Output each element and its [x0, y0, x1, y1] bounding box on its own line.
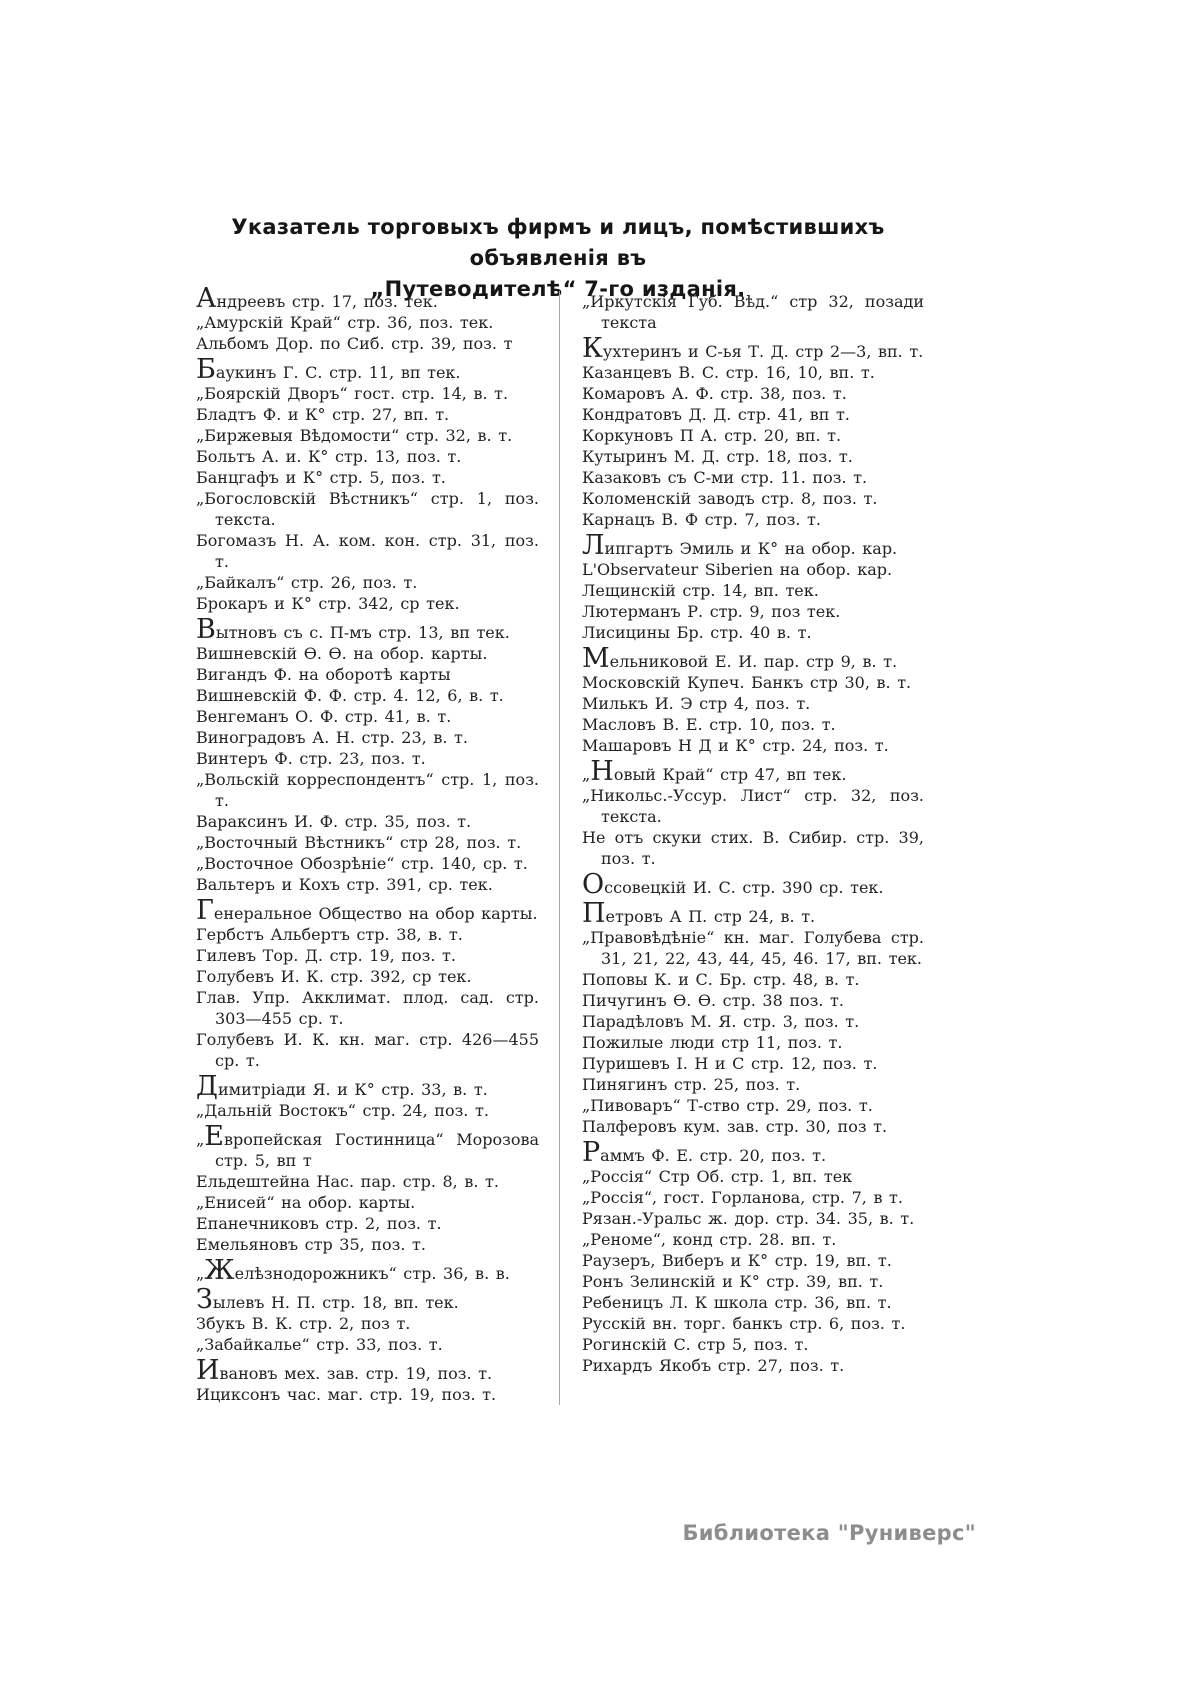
- group-initial-letter: М: [582, 643, 610, 674]
- index-entry: Баукинъ Г. С. стр. 11, вп тек.: [196, 354, 461, 385]
- index-entry: Пичугинъ Ѳ. Ѳ. стр. 38 поз. т.: [582, 991, 844, 1010]
- index-entry: „Реноме“, конд стр. 28. вп. т.: [582, 1230, 837, 1249]
- index-entry: Раммъ Ф. Е. стр. 20, поз. т.: [582, 1137, 827, 1168]
- group-initial-letter: П: [582, 898, 606, 929]
- index-entry: Пуришевъ І. Н и С стр. 12, поз. т.: [582, 1054, 878, 1073]
- index-entry: „Байкалъ“ стр. 26, поз. т.: [196, 573, 418, 592]
- index-entry: Емельяновъ стр 35, поз. т.: [196, 1235, 426, 1254]
- index-entry: „Пивоваръ“ Т-ство стр. 29, поз. т.: [582, 1096, 873, 1115]
- index-entry: „Амурскій Край“ стр. 36, поз. тек.: [196, 313, 494, 332]
- index-entry: Вишневскій Ф. Ф. стр. 4. 12, 6, в. т.: [196, 686, 504, 705]
- index-entry: Комаровъ А. Ф. стр. 38, поз. т.: [582, 384, 847, 403]
- index-entry: Казаковъ съ С-ми стр. 11. поз. т.: [582, 468, 868, 487]
- group-initial-letter: Н: [590, 756, 614, 787]
- index-entry: Голубевъ И. К. стр. 392, ср тек.: [196, 967, 472, 986]
- index-entry: „Никольс.-Уссур. Лист“ стр. 32, поз. текста.: [582, 786, 924, 826]
- index-entry: Казанцевъ В. С. стр. 16, 10, вп. т.: [582, 363, 875, 382]
- index-entry: Липгартъ Эмиль и К° на обор. кар.: [582, 530, 898, 561]
- index-entry: „Забайкалье“ стр. 33, поз. т.: [196, 1335, 443, 1354]
- index-entry: Ребеницъ Л. К школа стр. 36, вп. т.: [582, 1293, 892, 1312]
- index-entry: Рогинскій С. стр 5, поз. т.: [582, 1335, 809, 1354]
- index-entry: Рихардъ Якобъ стр. 27, поз. т.: [582, 1356, 845, 1375]
- index-entry: Венгеманъ О. Ф. стр. 41, в. т.: [196, 707, 452, 726]
- index-entry: „Россія“ Стр Об. стр. 1, вп. тек: [582, 1167, 853, 1186]
- index-entry: Збукъ В. К. стр. 2, поз т.: [196, 1314, 411, 1333]
- index-entry: L'Observateur Siberien на обор. кар.: [582, 560, 893, 579]
- index-entry: Карнацъ В. Ф стр. 7, поз. т.: [582, 510, 821, 529]
- index-entry: Петровъ А П. стр 24, в. т.: [582, 898, 816, 929]
- index-entry: Зылевъ Н. П. стр. 18, вп. тек.: [196, 1284, 459, 1315]
- group-initial-letter: Г: [196, 895, 214, 926]
- index-entry: Альбомъ Дор. по Сиб. стр. 39, поз. т: [196, 334, 513, 353]
- index-entry: „Богословскій Вѣстникъ“ стр. 1, поз. текста.: [196, 489, 539, 529]
- group-initial-letter: Р: [582, 1137, 601, 1168]
- index-entry: Ельдештейна Нас. пар. стр. 8, в. т.: [196, 1172, 499, 1191]
- index-entry: Андреевъ стр. 17, поз. тек.: [196, 283, 438, 314]
- group-initial-letter: Е: [204, 1121, 225, 1152]
- index-entry: Больтъ А. и. К° стр. 13, поз. т.: [196, 447, 462, 466]
- page-title-line2: „Путеводителѣ“ 7-го изданія.: [370, 277, 746, 301]
- index-entry: Богомазъ Н. А. ком. кон. стр. 31, поз. т.: [196, 531, 539, 571]
- group-initial-letter: Ж: [204, 1255, 235, 1286]
- index-entry: Лисицины Бр. стр. 40 в. т.: [582, 623, 812, 642]
- index-entry: Винтеръ Ф. стр. 23, поз. т.: [196, 749, 426, 768]
- index-entry: Ивановъ мех. зав. стр. 19, поз. т.: [196, 1355, 493, 1386]
- index-entry: Рязан.-Уральс ж. дор. стр. 34. 35, в. т.: [582, 1209, 915, 1228]
- index-entry: Парадѣловъ М. Я. стр. 3, поз. т.: [582, 1012, 860, 1031]
- index-entry: Кухтеринъ и С-ья Т. Д. стр 2—3, вп. т.: [582, 333, 924, 364]
- group-initial-letter: Л: [582, 530, 605, 561]
- group-initial-letter: В: [196, 614, 216, 645]
- index-entry: Коркуновъ П А. стр. 20, вп. т.: [582, 426, 842, 445]
- index-entry: Вишневскій Ѳ. Ѳ. на обор. карты.: [196, 644, 488, 663]
- index-entry: Кондратовъ Д. Д. стр. 41, вп т.: [582, 405, 850, 424]
- index-entry: Пожилые люди стр 11, поз. т.: [582, 1033, 843, 1052]
- group-initial-letter: К: [582, 333, 603, 364]
- index-entry: Гилевъ Тор. Д. стр. 19, поз. т.: [196, 946, 456, 965]
- index-entry: Виноградовъ А. Н. стр. 23, в. т.: [196, 728, 468, 747]
- group-initial-letter: Б: [196, 354, 216, 385]
- index-entry: Глав. Упр. Акклимат. плод. сад. стр. 303—455 ср. т.: [196, 988, 539, 1028]
- index-entry: Поповы К. и С. Бр. стр. 48, в. т.: [582, 970, 860, 989]
- index-entry: „Желѣзнодорожникъ“ стр. 36, в. в.: [196, 1255, 510, 1286]
- index-entry: „Дальній Востокъ“ стр. 24, поз. т.: [196, 1101, 489, 1120]
- index-entry: „Правовѣдѣніе“ кн. маг. Голубева стр. 31, 21, 22, 43, 44, 45, 46. 17, вп. тек.: [582, 928, 924, 968]
- index-entry: „Новый Край“ стр 47, вп тек.: [582, 756, 847, 787]
- index-entry: Бладтъ Ф. и К° стр. 27, вп. т.: [196, 405, 450, 424]
- index-entry: „Европейская Гостинница“ Морозова стр. 5, вп т: [196, 1121, 539, 1170]
- index-entry: „Енисей“ на обор. карты.: [196, 1193, 416, 1212]
- index-entry: Не отъ скуки стих. В. Сибир. стр. 39, поз. т.: [582, 828, 924, 868]
- index-entry: Пинягинъ стр. 25, поз. т.: [582, 1075, 801, 1094]
- index-entry: „Иркутскія Губ. Вѣд.“ стр 32, позади текста: [582, 292, 924, 332]
- index-entry: Голубевъ И. К. кн. маг. стр. 426—455 ср. т.: [196, 1030, 539, 1070]
- index-entry: Палферовъ кум. зав. стр. 30, поз т.: [582, 1117, 888, 1136]
- index-entry: Лещинскій стр. 14, вп. тек.: [582, 581, 819, 600]
- index-entry: Вытновъ съ с. П-мъ стр. 13, вп тек.: [196, 614, 510, 645]
- group-initial-letter: З: [196, 1284, 213, 1315]
- library-watermark: Библиотека "Руниверс": [682, 1521, 976, 1545]
- index-entry: Кутыринъ М. Д. стр. 18, поз. т.: [582, 447, 853, 466]
- index-entry: Епанечниковъ стр. 2, поз. т.: [196, 1214, 442, 1233]
- index-entry: „Вольскій корреспондентъ“ стр. 1, поз. т.: [196, 770, 539, 810]
- index-entry: Раузеръ, Виберъ и К° стр. 19, вп. т.: [582, 1251, 892, 1270]
- index-entry: Ициксонъ час. маг. стр. 19, поз. т.: [196, 1385, 497, 1404]
- index-entry: Московскій Купеч. Банкъ стр 30, в. т.: [582, 673, 912, 692]
- group-initial-letter: Д: [196, 1071, 218, 1102]
- index-entry: Коломенскій заводъ стр. 8, поз. т.: [582, 489, 878, 508]
- index-entry: Банцгафъ и К° стр. 5, поз. т.: [196, 468, 446, 487]
- index-entry: Оссовецкій И. С. стр. 390 ср. тек.: [582, 869, 884, 900]
- index-entry: Масловъ В. Е. стр. 10, поз. т.: [582, 715, 836, 734]
- index-entry: Ронъ Зелинскій и К° стр. 39, вп. т.: [582, 1272, 884, 1291]
- group-initial-letter: О: [582, 869, 605, 900]
- index-entry: Вараксинъ И. Ф. стр. 35, поз. т.: [196, 812, 472, 831]
- index-entry: Мельниковой Е. И. пар. стр 9, в. т.: [582, 643, 898, 674]
- index-entry: „Россія“, гост. Горланова, стр. 7, в т.: [582, 1188, 903, 1207]
- index-entry: Генеральное Общество на обор карты.: [196, 895, 538, 926]
- index-entry: Русскій вн. торг. банкъ стр. 6, поз. т.: [582, 1314, 906, 1333]
- index-entry: Брокаръ и К° стр. 342, ср тек.: [196, 594, 460, 613]
- index-entry: „Восточное Обозрѣніе“ стр. 140, ср. т.: [196, 854, 528, 873]
- index-entry: Вальтеръ и Кохъ стр. 391, ср. тек.: [196, 875, 493, 894]
- page-title-line1: Указатель торговыхъ фирмъ и лицъ, помѣстившихъ объявленія въ: [231, 215, 885, 270]
- index-entry: Лютерманъ Р. стр. 9, поз тек.: [582, 602, 841, 621]
- index-entry: „Боярскій Дворъ“ гост. стр. 14, в. т.: [196, 384, 509, 403]
- index-entry: Милькъ И. Э стр 4, поз. т.: [582, 694, 811, 713]
- index-entry: Димитріади Я. и К° стр. 33, в. т.: [196, 1071, 488, 1102]
- index-entry: Вигандъ Ф. на оборотѣ карты: [196, 665, 451, 684]
- group-initial-letter: А: [196, 283, 217, 314]
- index-entry: „Восточный Вѣстникъ“ стр 28, поз. т.: [196, 833, 522, 852]
- index-entry: Гербстъ Альбертъ стр. 38, в. т.: [196, 925, 463, 944]
- index-entry: „Биржевыя Вѣдомости“ стр. 32, в. т.: [196, 426, 513, 445]
- index-entry: Машаровъ Н Д и К° стр. 24, поз. т.: [582, 736, 889, 755]
- index-column-right: [560, 291, 924, 1405]
- index-column-left: [196, 283, 560, 1405]
- group-initial-letter: И: [196, 1355, 220, 1386]
